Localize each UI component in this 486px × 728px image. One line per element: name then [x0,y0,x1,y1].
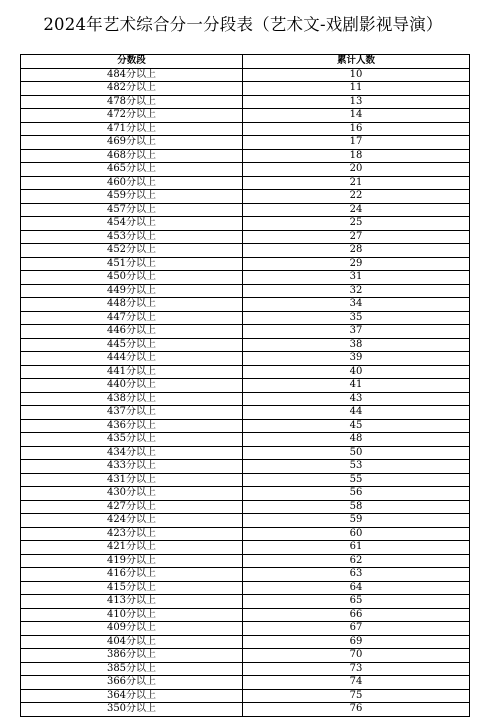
table-row [21,176,470,190]
table-row [21,365,470,379]
table-header-row [21,55,470,69]
cumulative-count-cell: 75 [243,689,470,703]
table-row [21,487,470,501]
table-row [21,581,470,595]
table-row [21,595,470,609]
score-range-cell: 445分以上 [21,338,243,352]
cumulative-count-cell: 31 [243,271,470,285]
table-row [21,541,470,555]
cumulative-count-cell: 11 [243,82,470,96]
cumulative-count-cell: 34 [243,298,470,312]
table-row [21,82,470,96]
table-row [21,473,470,487]
cumulative-count-cell: 10 [243,68,470,82]
table-row [21,352,470,366]
table-row [21,649,470,663]
cumulative-count-cell: 73 [243,662,470,676]
score-range-cell: 446分以上 [21,325,243,339]
score-range-cell: 451分以上 [21,257,243,271]
cumulative-count-cell: 70 [243,649,470,663]
score-range-cell: 454分以上 [21,217,243,231]
table-row [21,608,470,622]
table-row [21,554,470,568]
cumulative-count-cell: 58 [243,500,470,514]
cumulative-count-cell: 41 [243,379,470,393]
table-row [21,433,470,447]
cumulative-count-cell: 13 [243,95,470,109]
cumulative-count-cell: 21 [243,176,470,190]
score-range-cell: 427分以上 [21,500,243,514]
cumulative-count-cell: 53 [243,460,470,474]
score-range-cell: 433分以上 [21,460,243,474]
cumulative-count-cell: 64 [243,581,470,595]
score-range-cell: 438分以上 [21,392,243,406]
cumulative-count-cell: 37 [243,325,470,339]
table-row [21,149,470,163]
table-row [21,406,470,420]
cumulative-count-cell: 17 [243,136,470,150]
table-row [21,271,470,285]
table-row [21,311,470,325]
cumulative-count-cell: 24 [243,203,470,217]
table-row [21,446,470,460]
table-row [21,527,470,541]
cumulative-count-cell: 32 [243,284,470,298]
cumulative-count-cell: 44 [243,406,470,420]
table-row [21,122,470,136]
table-row [21,244,470,258]
score-range-cell: 468分以上 [21,149,243,163]
cumulative-count-cell: 66 [243,608,470,622]
score-range-cell: 423分以上 [21,527,243,541]
cumulative-count-cell: 28 [243,244,470,258]
cumulative-count-cell: 76 [243,703,470,717]
score-range-cell: 449分以上 [21,284,243,298]
score-range-cell: 450分以上 [21,271,243,285]
score-range-cell: 435分以上 [21,433,243,447]
cumulative-count-cell: 59 [243,514,470,528]
table-row [21,689,470,703]
score-range-cell: 421分以上 [21,541,243,555]
score-range-cell: 448分以上 [21,298,243,312]
cumulative-count-cell: 55 [243,473,470,487]
score-range-cell: 465分以上 [21,163,243,177]
score-range-cell: 459分以上 [21,190,243,204]
cumulative-count-cell: 67 [243,622,470,636]
table-row [21,635,470,649]
table-row [21,568,470,582]
header-score-range: 分数段 [21,55,243,69]
table-row [21,95,470,109]
score-range-cell: 460分以上 [21,176,243,190]
score-range-cell: 413分以上 [21,595,243,609]
cumulative-count-cell: 25 [243,217,470,231]
score-range-cell: 447分以上 [21,311,243,325]
table-row [21,298,470,312]
page-title: 2024年艺术综合分一分段表（艺术文-戏剧影视导演） [43,15,443,34]
score-range-cell: 350分以上 [21,703,243,717]
cumulative-count-cell: 56 [243,487,470,501]
cumulative-count-cell: 27 [243,230,470,244]
cumulative-count-cell: 20 [243,163,470,177]
table-row [21,190,470,204]
table-row [21,392,470,406]
cumulative-count-cell: 63 [243,568,470,582]
table-row [21,109,470,123]
cumulative-count-cell: 39 [243,352,470,366]
score-range-cell: 416分以上 [21,568,243,582]
cumulative-count-cell: 60 [243,527,470,541]
score-range-cell: 386分以上 [21,649,243,663]
table-row [21,230,470,244]
cumulative-count-cell: 38 [243,338,470,352]
cumulative-count-cell: 74 [243,676,470,690]
table-row [21,163,470,177]
score-range-cell: 410分以上 [21,608,243,622]
cumulative-count-cell: 16 [243,122,470,136]
cumulative-count-cell: 14 [243,109,470,123]
score-range-cell: 469分以上 [21,136,243,150]
cumulative-count-cell: 48 [243,433,470,447]
cumulative-count-cell: 69 [243,635,470,649]
score-range-cell: 430分以上 [21,487,243,501]
table-row [21,338,470,352]
cumulative-count-cell: 22 [243,190,470,204]
table-row [21,325,470,339]
score-range-cell: 440分以上 [21,379,243,393]
table-row [21,662,470,676]
cumulative-count-cell: 29 [243,257,470,271]
score-range-cell: 478分以上 [21,95,243,109]
table-row [21,622,470,636]
table-row [21,500,470,514]
cumulative-count-cell: 50 [243,446,470,460]
score-range-cell: 415分以上 [21,581,243,595]
table-row [21,217,470,231]
score-range-cell: 471分以上 [21,122,243,136]
score-range-cell: 364分以上 [21,689,243,703]
score-range-cell: 409分以上 [21,622,243,636]
score-range-cell: 419分以上 [21,554,243,568]
score-range-cell: 457分以上 [21,203,243,217]
table-row [21,514,470,528]
score-range-cell: 482分以上 [21,82,243,96]
table-row [21,68,470,82]
score-range-cell: 404分以上 [21,635,243,649]
table-row [21,419,470,433]
score-range-cell: 366分以上 [21,676,243,690]
header-cumulative-count: 累计人数 [243,55,470,69]
cumulative-count-cell: 40 [243,365,470,379]
score-range-cell: 424分以上 [21,514,243,528]
score-range-cell: 472分以上 [21,109,243,123]
cumulative-count-cell: 61 [243,541,470,555]
cumulative-count-cell: 43 [243,392,470,406]
score-range-cell: 437分以上 [21,406,243,420]
cumulative-count-cell: 62 [243,554,470,568]
table-row [21,136,470,150]
score-range-cell: 434分以上 [21,446,243,460]
table-row [21,257,470,271]
table-row [21,203,470,217]
cumulative-count-cell: 18 [243,149,470,163]
table-row [21,284,470,298]
score-range-cell: 444分以上 [21,352,243,366]
score-distribution-table [20,54,470,717]
table-row [21,379,470,393]
table-body [21,68,470,716]
score-range-cell: 441分以上 [21,365,243,379]
table-row [21,460,470,474]
score-range-cell: 436分以上 [21,419,243,433]
cumulative-count-cell: 65 [243,595,470,609]
score-range-cell: 452分以上 [21,244,243,258]
score-range-cell: 453分以上 [21,230,243,244]
score-range-cell: 431分以上 [21,473,243,487]
score-range-cell: 484分以上 [21,68,243,82]
cumulative-count-cell: 35 [243,311,470,325]
score-range-cell: 385分以上 [21,662,243,676]
cumulative-count-cell: 45 [243,419,470,433]
table-row [21,703,470,717]
table-row [21,676,470,690]
